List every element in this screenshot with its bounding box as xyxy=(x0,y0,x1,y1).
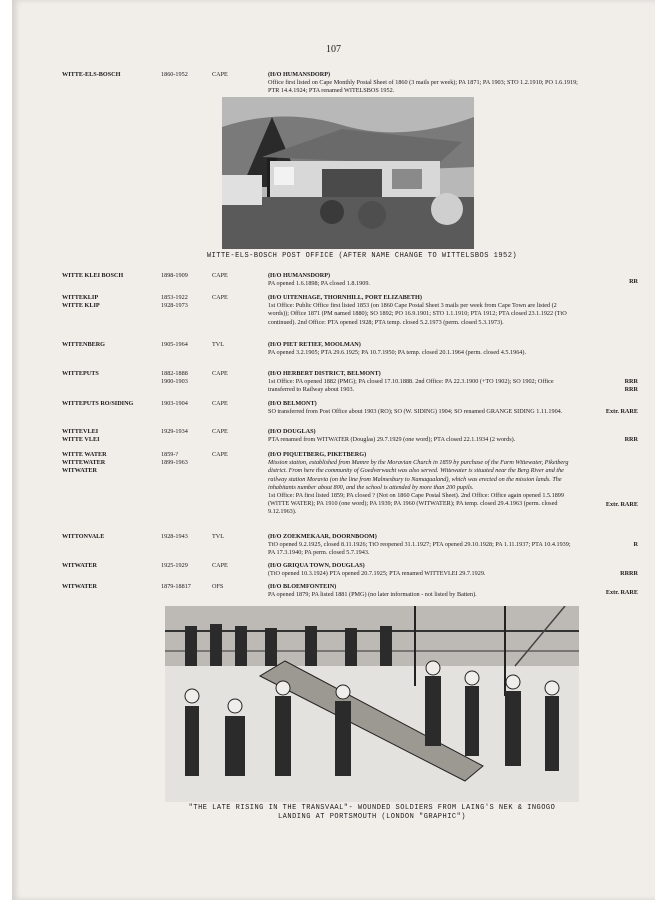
rarity-grade: Extr. RARE xyxy=(605,589,638,596)
province: TVL xyxy=(212,533,225,540)
post-office-illustration xyxy=(222,97,474,249)
history-text: PTA renamed from WITWATER (Douglas) 29.7.1929 (one word); PTA closed 22.1.1934 (2 words). xyxy=(268,436,516,444)
place-name: WITTEWATER xyxy=(62,459,106,467)
head-office: (H/O HERBERT DISTRICT, BELMONT) xyxy=(268,370,381,377)
years: 1903-1904 xyxy=(161,400,188,407)
history-text: 1st Office: PA opened 1882 (PMG); PA closed 17.10.1888. 2nd Office: PA 22.3.1900 (+TO 1902); SO 1902; Office transferred to Railway about 1903. xyxy=(268,378,554,394)
years: 1928-1943 xyxy=(161,533,188,540)
place-name: WITWATER xyxy=(62,467,97,475)
years: 1928-1973 xyxy=(161,302,188,310)
place-name: WITTE VLEI xyxy=(62,436,100,444)
rarity-grade: Extr. RARE xyxy=(605,408,638,415)
history-text: TtO opened 9.2.1925, closed 8.11.1926; TtO reopened 31.1.1927; PTA opened 29.10.1928; PA 1.11.1937; PTA 10.4.1939; PA 17.3.1940; PA perm. closed 5.7.1943. xyxy=(268,541,571,557)
history-text: 1st Office: PA first listed 1859; PA closed ? (Not on 1860 Cape Postal Sheet). 2nd Office: Office again opened 1.5.1899 (WITTE WATER); PA 1910 (one word); PA 1939; PA 1960 (WITWATER); PA temp. closed 29.4.1963 (perm. closed 9.12.1963). xyxy=(268,492,564,516)
years: 1898-1909 xyxy=(161,272,188,279)
years: 1859-? xyxy=(161,451,179,458)
mission-description: Mission station, established from Mamre by the Moravian Church in 1859 by purchase of the Farm Wittewater, Piketberg district. From here the community of Goedverwacht was also served. Wittewater is situated near the Berg River and the railway station Moravia (on the line from Malmesbury to Namaqualand), which was erected on the mission lands. The inhabitants number about 800, and the school is attended by more than 200 pupils. xyxy=(268,459,569,491)
history-text: PA opened 1879; PA listed 1881 (PMG) (no later information - not listed by Batten). xyxy=(268,591,477,599)
engraving-caption-line-2: LANDING AT PORTSMOUTH (LONDON "GRAPHIC") xyxy=(277,813,467,821)
years: 1899-1963 xyxy=(161,459,188,467)
place-name: WITTE-ELS-BOSCH xyxy=(62,71,121,78)
head-office: (H/O BLOEMFONTEIN) xyxy=(268,583,337,590)
soldiers-engraving xyxy=(165,606,579,802)
years: 1900-1903 xyxy=(161,378,188,386)
province: TVL xyxy=(212,341,225,348)
head-office: (H/O BELMONT) xyxy=(268,400,317,407)
place-name: WITTEPUTS xyxy=(62,370,99,377)
rarity-grade: RRR xyxy=(624,436,638,443)
years: 1929-1934 xyxy=(161,428,188,435)
years: 1905-1964 xyxy=(161,341,188,348)
years: 1882-1888 xyxy=(161,370,188,377)
head-office: (H/O HUMANSDORP) xyxy=(268,71,331,78)
place-name: WITTEPUTS RO/SIDING xyxy=(62,400,134,407)
place-name: WITTE KLIP xyxy=(62,302,100,310)
head-office: (H/O HUMANSDORP) xyxy=(268,272,331,279)
province: CAPE xyxy=(212,562,228,569)
place-name: WITTE KLEI BOSCH xyxy=(62,272,124,279)
head-office: (H/O PIQUETBERG, PIKETBERG) xyxy=(268,451,367,458)
place-name: WITWATER xyxy=(62,562,97,569)
years: 1860-1952 xyxy=(161,71,188,78)
head-office: (H/O UITENHAGE, THORNHILL, PORT ELIZABETH) xyxy=(268,294,422,301)
rarity-grade: RRR xyxy=(624,378,638,385)
history-text: 1st Office: Public Office first listed 1853 (on 1860 Cape Postal Sheet 3 mails per week from Cape Town are listed (2 words)); Office 1871 (PM named 1880); SO 1892; PO 16.9.1901; STO 1.1.1910; PTA 1912; PTA closed 23.1.1922 (TtO continued). 2nd Office: PTA opened 1928; PTA temp. closed 5.2.1973 (perm. closed 5.3.1973). xyxy=(268,302,567,326)
history-text: PA opened 1.6.1898; PA closed 1.8.1909. xyxy=(268,280,370,288)
place-name: WITTEKLIP xyxy=(62,294,99,301)
rarity-grade: R xyxy=(633,541,638,548)
rarity-grade: RR xyxy=(629,278,638,285)
province: CAPE xyxy=(212,370,228,377)
history-text: (TtO opened 10.3.1924) PTA opened 20.7.1925; PTA renamed WITTEVLEI 29.7.1929. xyxy=(268,570,486,578)
place-name: WITTE WATER xyxy=(62,451,107,458)
head-office: (H/O ZOEKMEKAAR, DOORNBOOM) xyxy=(268,533,377,540)
book-page xyxy=(12,0,655,900)
place-name: WITTENBERG xyxy=(62,341,105,348)
engraving-illustration xyxy=(165,606,579,802)
place-name: WITWATER xyxy=(62,583,97,590)
head-office: (H/O GRIQUA TOWN, DOUGLAS) xyxy=(268,562,365,569)
rarity-grade: RRR xyxy=(624,386,638,394)
photo-caption: WITTE-ELS-BOSCH POST OFFICE (AFTER NAME CHANGE TO WITTELSBOS 1952) xyxy=(206,252,518,260)
history-text: SO transferred from Post Office about 1903 (RO); SO (W. SIDING) 1904; SO renamed GRANGE SIDING 1.11.1904. xyxy=(268,408,563,416)
years: 1853-1922 xyxy=(161,294,188,301)
place-name: WITTEVLEI xyxy=(62,428,99,435)
province: CAPE xyxy=(212,428,228,435)
head-office: (H/O PIET RETIEF, MOOLMAN) xyxy=(268,341,361,348)
province: CAPE xyxy=(212,71,228,78)
province: CAPE xyxy=(212,451,228,458)
province: CAPE xyxy=(212,294,228,301)
province: OFS xyxy=(212,583,224,590)
post-office-photo xyxy=(222,97,474,249)
page-number: 107 xyxy=(326,44,341,55)
history-text: PA opened 3.2.1905; PTA 29.6.1925; PA 10.7.1950; PA temp. closed 20.1.1964 (perm. closed 4.5.1964). xyxy=(268,349,527,357)
years: 1879-18817 xyxy=(161,583,191,590)
head-office: (H/O DOUGLAS) xyxy=(268,428,316,435)
history-text: Office first listed on Cape Monthly Postal Sheet of 1860 (3 mails per week); PA 1871; PA 1903; STO 1.2.1910; PO 1.6.1919; PTR 14.4.1924; PTA renamed WITELSBOS 1952. xyxy=(268,79,578,95)
engraving-caption-line-1: "THE LATE RISING IN THE TRANSVAAL"- WOUNDED SOLDIERS FROM LAING'S NEK & INGOGO xyxy=(188,804,556,812)
rarity-grade: RRRR xyxy=(620,570,638,577)
years: 1925-1929 xyxy=(161,562,188,569)
place-name: WITTONVALE xyxy=(62,533,105,540)
province: CAPE xyxy=(212,400,228,407)
province: CAPE xyxy=(212,272,228,279)
rarity-grade: Extr. RARE xyxy=(605,501,638,508)
